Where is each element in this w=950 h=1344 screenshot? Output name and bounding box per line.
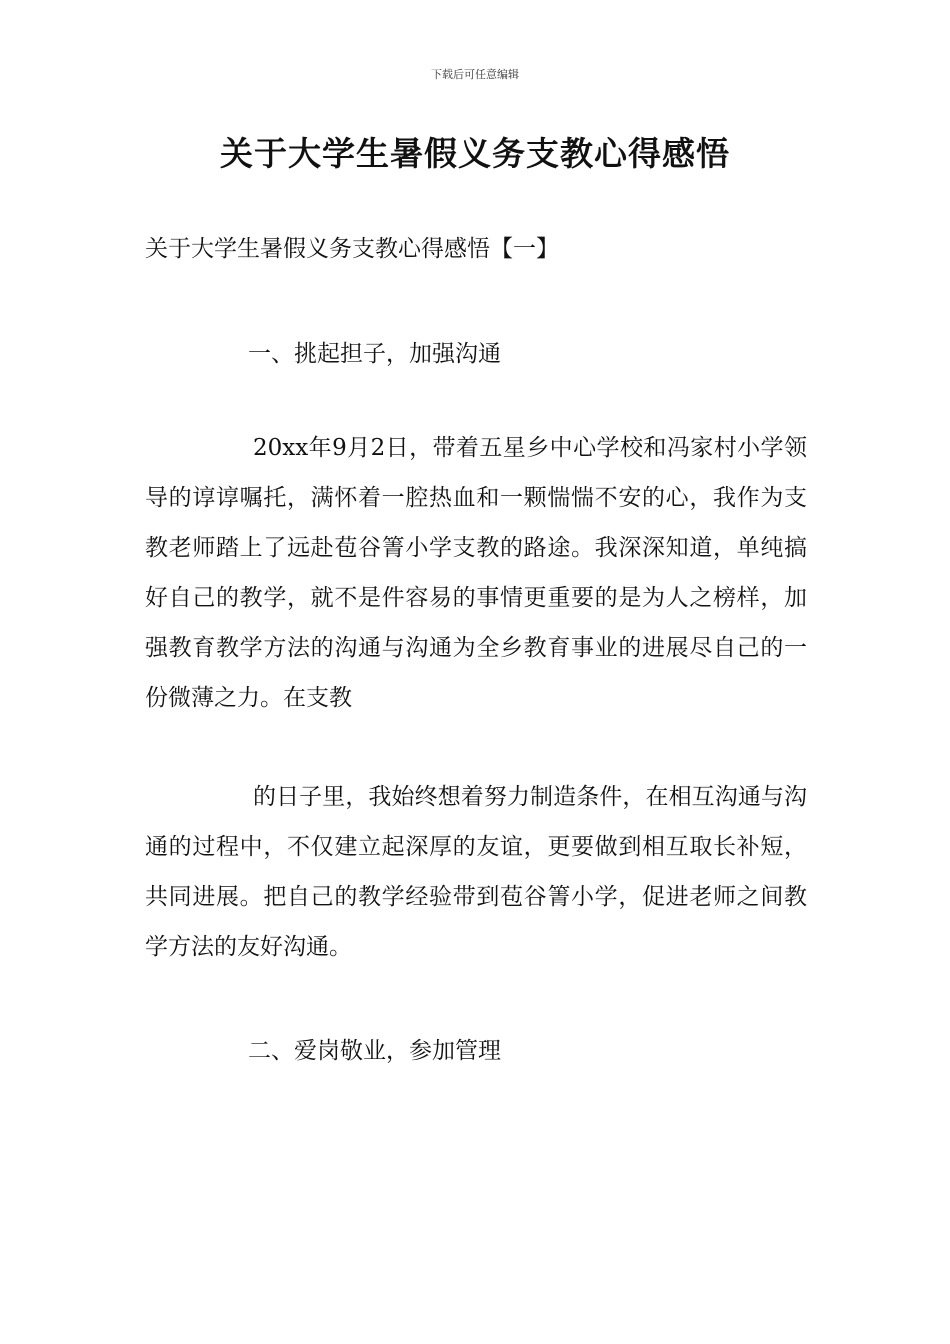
heading-1: 一、挑起担子，加强沟通 bbox=[248, 341, 501, 367]
document-title: 关于大学生暑假义务支教心得感悟 bbox=[220, 134, 730, 173]
header-note: 下载后可任意编辑 bbox=[431, 68, 519, 81]
paragraph-1: 20xx年9月2日，带着五星乡中心学校和冯家村小学领导的谆谆嘱托，满怀着一腔热血和一颗惴惴不安的心，我作为支教老师踏上了远赴苞谷箐小学支教的路途。我深深知道，单纯搞好自己的教学，就不是件容易的事情更重要的是为人之榜样，加强教育教学方法的沟通与沟通为全乡教育事业的进展尽自己的一份微薄之力。在支教 bbox=[145, 435, 807, 711]
heading-2: 二、爱岗敬业，参加管理 bbox=[248, 1038, 501, 1064]
section-title: 关于大学生暑假义务支教心得感悟【一】 bbox=[145, 236, 559, 262]
paragraph-2: 的日子里，我始终想着努力制造条件，在相互沟通与沟通的过程中，不仅建立起深厚的友谊，更要做到相互取长补短，共同进展。把自己的教学经验带到苞谷箐小学，促进老师之间教学方法的友好沟通。 bbox=[145, 784, 807, 960]
